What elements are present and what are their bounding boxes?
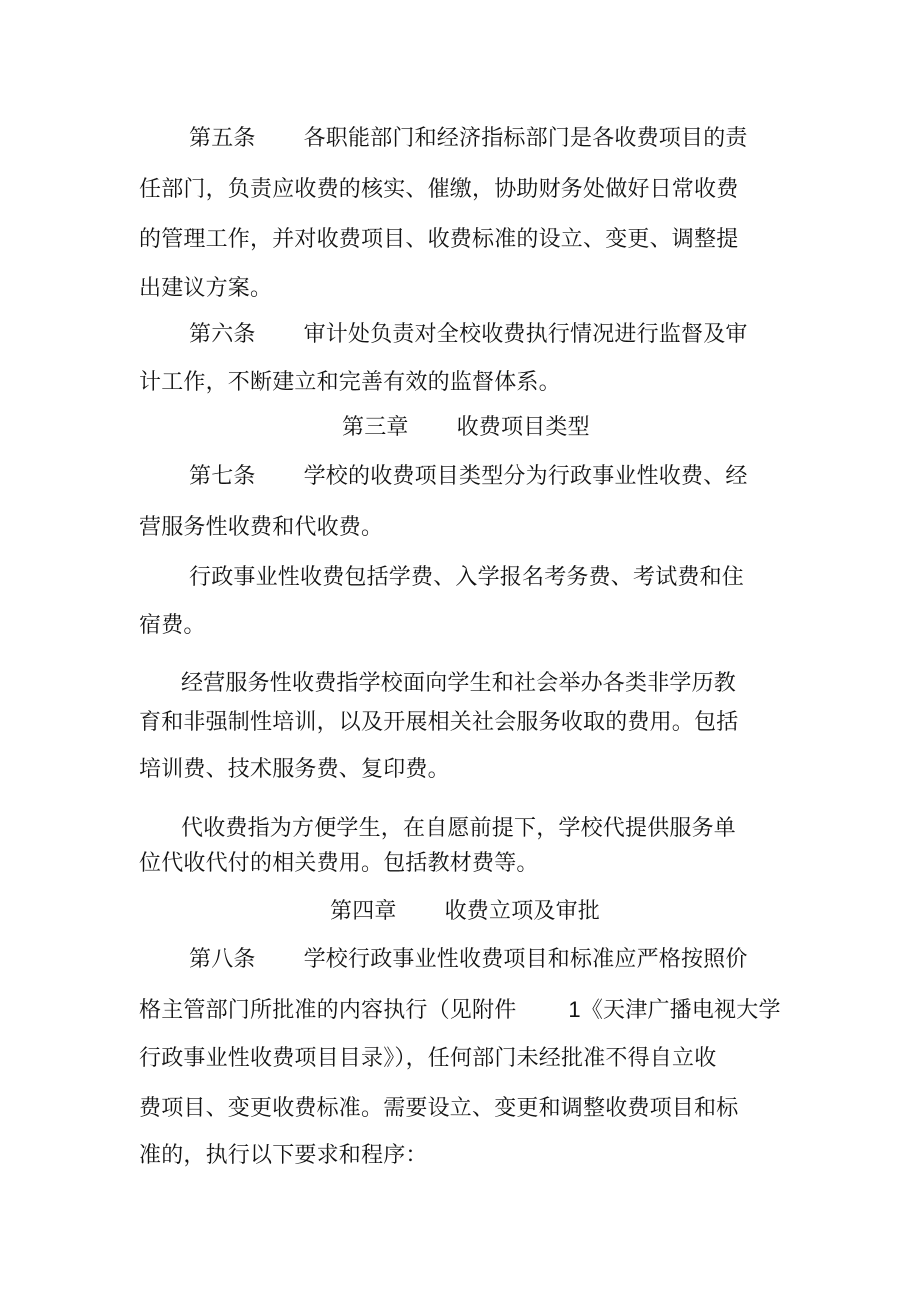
article-8-text: 《天津广播电视大学 [580,998,781,1023]
chapter-4-heading [330,898,600,926]
article-8-line: 准的，执行以下要求和程序： [139,1143,428,1168]
article-5-label: 第五条 [189,126,256,151]
chapter-4-number: 第四章 [330,899,397,924]
service-fee-paragraph-line: 育和非强制性培训，以及开展相关社会服务收取的费用。包括 [139,710,739,735]
article-6-first-line [189,321,748,349]
article-7-label: 第七条 [189,464,256,489]
article-5-line: 任部门，负责应收费的核实、催缴，协助财务处做好日常收费 [139,177,739,202]
admin-fee-paragraph-line: 宿费。 [139,613,206,638]
article-5-line: 出建议方案。 [139,276,273,301]
admin-fee-paragraph-line: 行政事业性收费包括学费、入学报名考务费、考试费和住 [189,565,745,590]
article-7-text: 学校的收费项目类型分为行政事业性收费、经 [303,464,748,489]
chapter-4-title: 收费立项及审批 [444,899,601,924]
chapter-3-number: 第三章 [342,415,409,440]
article-8-line: 费项目、变更收费标准。需要设立、变更和调整收费项目和标 [139,1096,739,1121]
article-7-first-line [189,463,748,491]
agency-fee-paragraph-line: 位代收代付的相关费用。包括教材费等。 [139,851,539,876]
article-7-line: 营服务性收费和代收费。 [139,515,384,540]
service-fee-paragraph-line: 培训费、技术服务费、复印费。 [139,757,450,782]
article-6-text: 审计处负责对全校收费执行情况进行监督及审 [303,322,748,347]
article-8-label: 第八条 [189,947,256,972]
article-6-line: 计工作，不断建立和完善有效的监督体系。 [139,370,561,395]
article-5-line: 的管理工作，并对收费项目、收费标准的设立、变更、调整提 [139,227,739,252]
article-5-text: 各职能部门和经济指标部门是各收费项目的责 [303,126,748,151]
article-8-text: 格主管部门所批准的内容执行（见附件 [139,998,517,1023]
article-6-label: 第六条 [189,322,256,347]
chapter-3-title: 收费项目类型 [456,415,590,440]
agency-fee-paragraph-line: 代收费指为方便学生，在自愿前提下，学校代提供服务单 [181,816,737,841]
chapter-3-heading [342,414,590,442]
article-8-first-line [189,946,748,974]
service-fee-paragraph-line: 经营服务性收费指学校面向学生和社会举办各类非学历教 [181,671,737,696]
attachment-number: 1 [568,997,581,1022]
article-8-line: 行政事业性收费项目目录》），任何部门未经批准不得自立收 [139,1046,717,1071]
article-5-first-line [189,125,748,153]
article-8-text: 学校行政事业性收费项目和标准应严格按照价 [303,947,748,972]
article-8-line [139,996,781,1025]
